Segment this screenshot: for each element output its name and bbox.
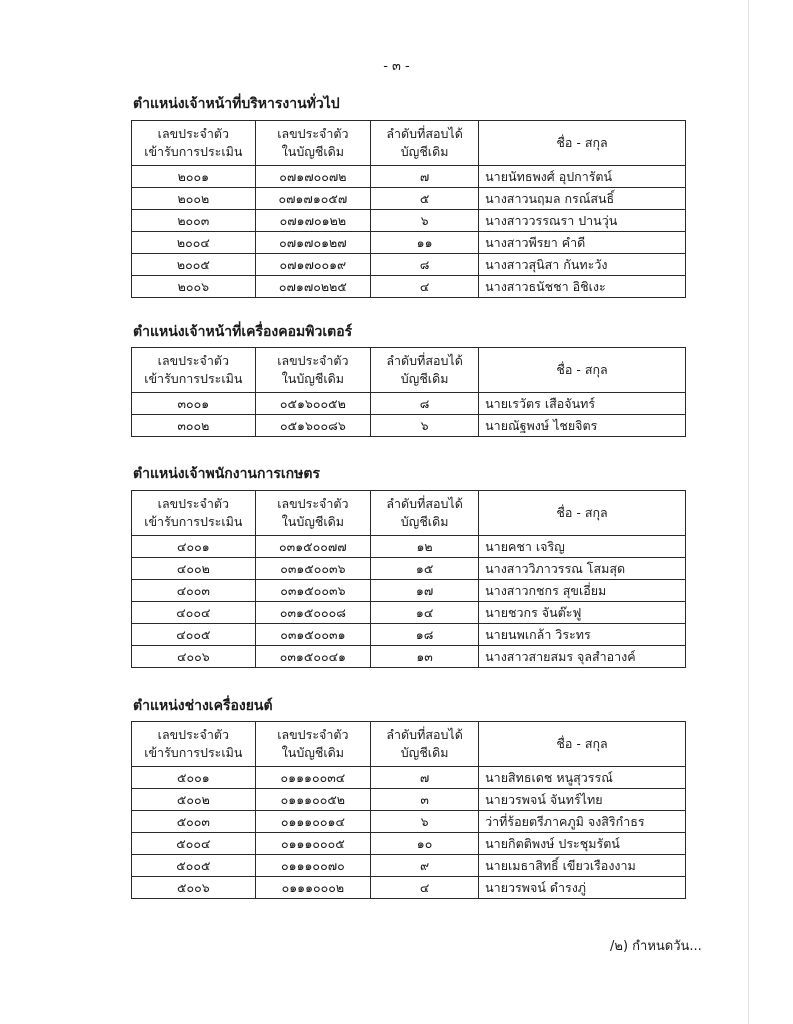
cell-old-id: ๐๓๑๕๐๐๐๘ — [255, 602, 370, 624]
cell-old-id: ๐๗๑๗๐๐๗๒ — [255, 166, 370, 188]
cell-rank: ๑๕ — [371, 558, 479, 580]
header-rank: ลำดับที่สอบได้ บัญชีเดิม — [371, 121, 479, 166]
cell-assessment-id: ๒๐๐๖ — [132, 276, 256, 298]
cell-name: นายนพเกล้า วิระทร — [479, 624, 686, 646]
header-rank: ลำดับที่สอบได้ บัญชีเดิม — [371, 348, 479, 393]
cell-rank: ๙ — [371, 855, 479, 877]
cell-assessment-id: ๔๐๐๒ — [132, 558, 256, 580]
cell-rank: ๕ — [371, 188, 479, 210]
section-title-computer: ตำแหน่งเจ้าหน้าที่เครื่องคอมพิวเตอร์ — [133, 324, 353, 340]
cell-rank: ๗ — [371, 166, 479, 188]
cell-assessment-id: ๒๐๐๑ — [132, 166, 256, 188]
cell-rank: ๖ — [371, 415, 479, 437]
cell-assessment-id: ๔๐๐๕ — [132, 624, 256, 646]
cell-old-id: ๐๑๑๑๐๐๓๔ — [255, 767, 370, 789]
cell-old-id: ๐๑๑๑๐๐๐๒ — [255, 877, 370, 899]
cell-name: ว่าที่ร้อยตรีภาคภูมิ จงสิริกำธร — [479, 811, 686, 833]
table-row — [132, 536, 686, 558]
page-number: - ๓ - — [383, 59, 410, 74]
cell-name: นางสาวนฤมล กรณ์สนธิ์ — [479, 188, 686, 210]
cell-old-id: ๐๓๑๕๐๐๓๑ — [255, 624, 370, 646]
table-header-row — [132, 491, 686, 536]
table-row — [132, 254, 686, 276]
header-name: ชื่อ - สกุล — [479, 491, 686, 536]
header-assessment-id: เลขประจำตัว เข้ารับการประเมิน — [132, 348, 256, 393]
table-row — [132, 210, 686, 232]
cell-old-id: ๐๕๑๖๐๐๕๒ — [255, 393, 370, 415]
section-title-agriculture: ตำแหน่งเจ้าพนักงานการเกษตร — [133, 466, 320, 482]
cell-old-id: ๐๑๑๑๐๐๕๒ — [255, 789, 370, 811]
cell-old-id: ๐๓๑๕๐๐๔๑ — [255, 646, 370, 668]
table-row — [132, 855, 686, 877]
table-row — [132, 166, 686, 188]
cell-name: นางสาวธนัชชา อิชิเงะ — [479, 276, 686, 298]
cell-assessment-id: ๒๐๐๓ — [132, 210, 256, 232]
cell-assessment-id: ๒๐๐๕ — [132, 254, 256, 276]
table-row — [132, 767, 686, 789]
cell-rank: ๑๑ — [371, 232, 479, 254]
cell-rank: ๑๔ — [371, 602, 479, 624]
cell-rank: ๑๒ — [371, 536, 479, 558]
header-name: ชื่อ - สกุล — [479, 722, 686, 767]
scan-edge-line — [748, 0, 749, 1024]
cell-assessment-id: ๓๐๐๒ — [132, 415, 256, 437]
cell-rank: ๗ — [371, 767, 479, 789]
cell-old-id: ๐๑๑๑๐๐๑๔ — [255, 811, 370, 833]
cell-old-id: ๐๗๑๗๐๑๒๗ — [255, 232, 370, 254]
table-row — [132, 580, 686, 602]
cell-rank: ๖ — [371, 210, 479, 232]
table-row — [132, 188, 686, 210]
table-agriculture — [131, 490, 686, 668]
cell-assessment-id: ๕๐๐๓ — [132, 811, 256, 833]
header-name: ชื่อ - สกุล — [479, 121, 686, 166]
cell-assessment-id: ๕๐๐๑ — [132, 767, 256, 789]
table-header-row — [132, 121, 686, 166]
cell-old-id: ๐๗๑๗๐๒๒๕ — [255, 276, 370, 298]
cell-rank: ๘ — [371, 254, 479, 276]
table-row — [132, 877, 686, 899]
section-title-general-admin: ตำแหน่งเจ้าหน้าที่บริหารงานทั่วไป — [133, 96, 340, 112]
cell-old-id: ๐๓๑๕๐๐๗๗ — [255, 536, 370, 558]
cell-name: นายกิตติพงษ์ ประชุมรัตน์ — [479, 833, 686, 855]
header-old-id: เลขประจำตัว ในบัญชีเดิม — [255, 722, 370, 767]
cell-rank: ๑๓ — [371, 646, 479, 668]
cell-name: นายเรวัตร เสือจันทร์ — [479, 393, 686, 415]
cell-name: นางสาววรรณรา ปานวุ่น — [479, 210, 686, 232]
header-assessment-id: เลขประจำตัว เข้ารับการประเมิน — [132, 121, 256, 166]
cell-old-id: ๐๑๑๑๐๐๐๕ — [255, 833, 370, 855]
header-rank: ลำดับที่สอบได้ บัญชีเดิม — [371, 491, 479, 536]
cell-name: นางสาวสุนิสา กันทะวัง — [479, 254, 686, 276]
cell-rank: ๔ — [371, 276, 479, 298]
cell-assessment-id: ๔๐๐๓ — [132, 580, 256, 602]
table-row — [132, 415, 686, 437]
table-row — [132, 276, 686, 298]
table-row — [132, 646, 686, 668]
cell-rank: ๖ — [371, 811, 479, 833]
cell-name: นายนัทธพงศ์ อุปการัตน์ — [479, 166, 686, 188]
table-row — [132, 393, 686, 415]
cell-assessment-id: ๕๐๐๒ — [132, 789, 256, 811]
cell-old-id: ๐๓๑๕๐๐๓๖ — [255, 558, 370, 580]
table-row — [132, 624, 686, 646]
table-row — [132, 789, 686, 811]
cell-name: นายเมธาสิทธิ์ เขียวเรืองงาม — [479, 855, 686, 877]
cell-assessment-id: ๔๐๐๔ — [132, 602, 256, 624]
cell-name: นายคชา เจริญ — [479, 536, 686, 558]
cell-rank: ๑๘ — [371, 624, 479, 646]
cell-assessment-id: ๒๐๐๔ — [132, 232, 256, 254]
cell-old-id: ๐๕๑๖๐๐๘๖ — [255, 415, 370, 437]
cell-name: นางสาวพีรยา คำดี — [479, 232, 686, 254]
cell-assessment-id: ๕๐๐๖ — [132, 877, 256, 899]
header-rank: ลำดับที่สอบได้ บัญชีเดิม — [371, 722, 479, 767]
cell-rank: ๑๗ — [371, 580, 479, 602]
cell-old-id: ๐๓๑๕๐๐๓๖ — [255, 580, 370, 602]
cell-assessment-id: ๕๐๐๔ — [132, 833, 256, 855]
cell-assessment-id: ๔๐๐๖ — [132, 646, 256, 668]
table-row — [132, 602, 686, 624]
continuation-note: /๒) กำหนดวัน... — [610, 939, 702, 954]
cell-rank: ๔ — [371, 877, 479, 899]
table-row — [132, 558, 686, 580]
cell-name: นางสาวสายสมร จุลสำอางค์ — [479, 646, 686, 668]
cell-name: นายวรพจน์ ดำรงภู่ — [479, 877, 686, 899]
cell-rank: ๘ — [371, 393, 479, 415]
header-old-id: เลขประจำตัว ในบัญชีเดิม — [255, 121, 370, 166]
header-assessment-id: เลขประจำตัว เข้ารับการประเมิน — [132, 491, 256, 536]
cell-rank: ๓ — [371, 789, 479, 811]
header-assessment-id: เลขประจำตัว เข้ารับการประเมิน — [132, 722, 256, 767]
cell-assessment-id: ๒๐๐๒ — [132, 188, 256, 210]
cell-old-id: ๐๗๑๗๑๐๕๗ — [255, 188, 370, 210]
cell-rank: ๑๐ — [371, 833, 479, 855]
cell-old-id: ๐๑๑๑๐๐๗๐ — [255, 855, 370, 877]
cell-assessment-id: ๓๐๐๑ — [132, 393, 256, 415]
table-row — [132, 232, 686, 254]
cell-name: นายสิทธเดช หนูสุวรรณ์ — [479, 767, 686, 789]
cell-name: นายชวกร จันต๊ะฟู — [479, 602, 686, 624]
cell-name: นางสาววิภาวรรณ โสมสุด — [479, 558, 686, 580]
table-computer — [131, 347, 686, 437]
table-general-admin — [131, 120, 686, 298]
header-old-id: เลขประจำตัว ในบัญชีเดิม — [255, 491, 370, 536]
cell-assessment-id: ๕๐๐๕ — [132, 855, 256, 877]
section-title-mechanic: ตำแหน่งช่างเครื่องยนต์ — [133, 698, 273, 714]
cell-old-id: ๐๗๑๗๐๑๒๒ — [255, 210, 370, 232]
header-old-id: เลขประจำตัว ในบัญชีเดิม — [255, 348, 370, 393]
cell-assessment-id: ๔๐๐๑ — [132, 536, 256, 558]
cell-old-id: ๐๗๑๗๐๐๑๙ — [255, 254, 370, 276]
table-row — [132, 811, 686, 833]
cell-name: นายณัฐพงษ์ ไชยจิตร — [479, 415, 686, 437]
cell-name: นางสาวกชกร สุขเอี่ยม — [479, 580, 686, 602]
table-header-row — [132, 348, 686, 393]
table-row — [132, 833, 686, 855]
cell-name: นายวรพจน์ จันทร์ไทย — [479, 789, 686, 811]
table-header-row — [132, 722, 686, 767]
table-mechanic — [131, 721, 686, 899]
header-name: ชื่อ - สกุล — [479, 348, 686, 393]
